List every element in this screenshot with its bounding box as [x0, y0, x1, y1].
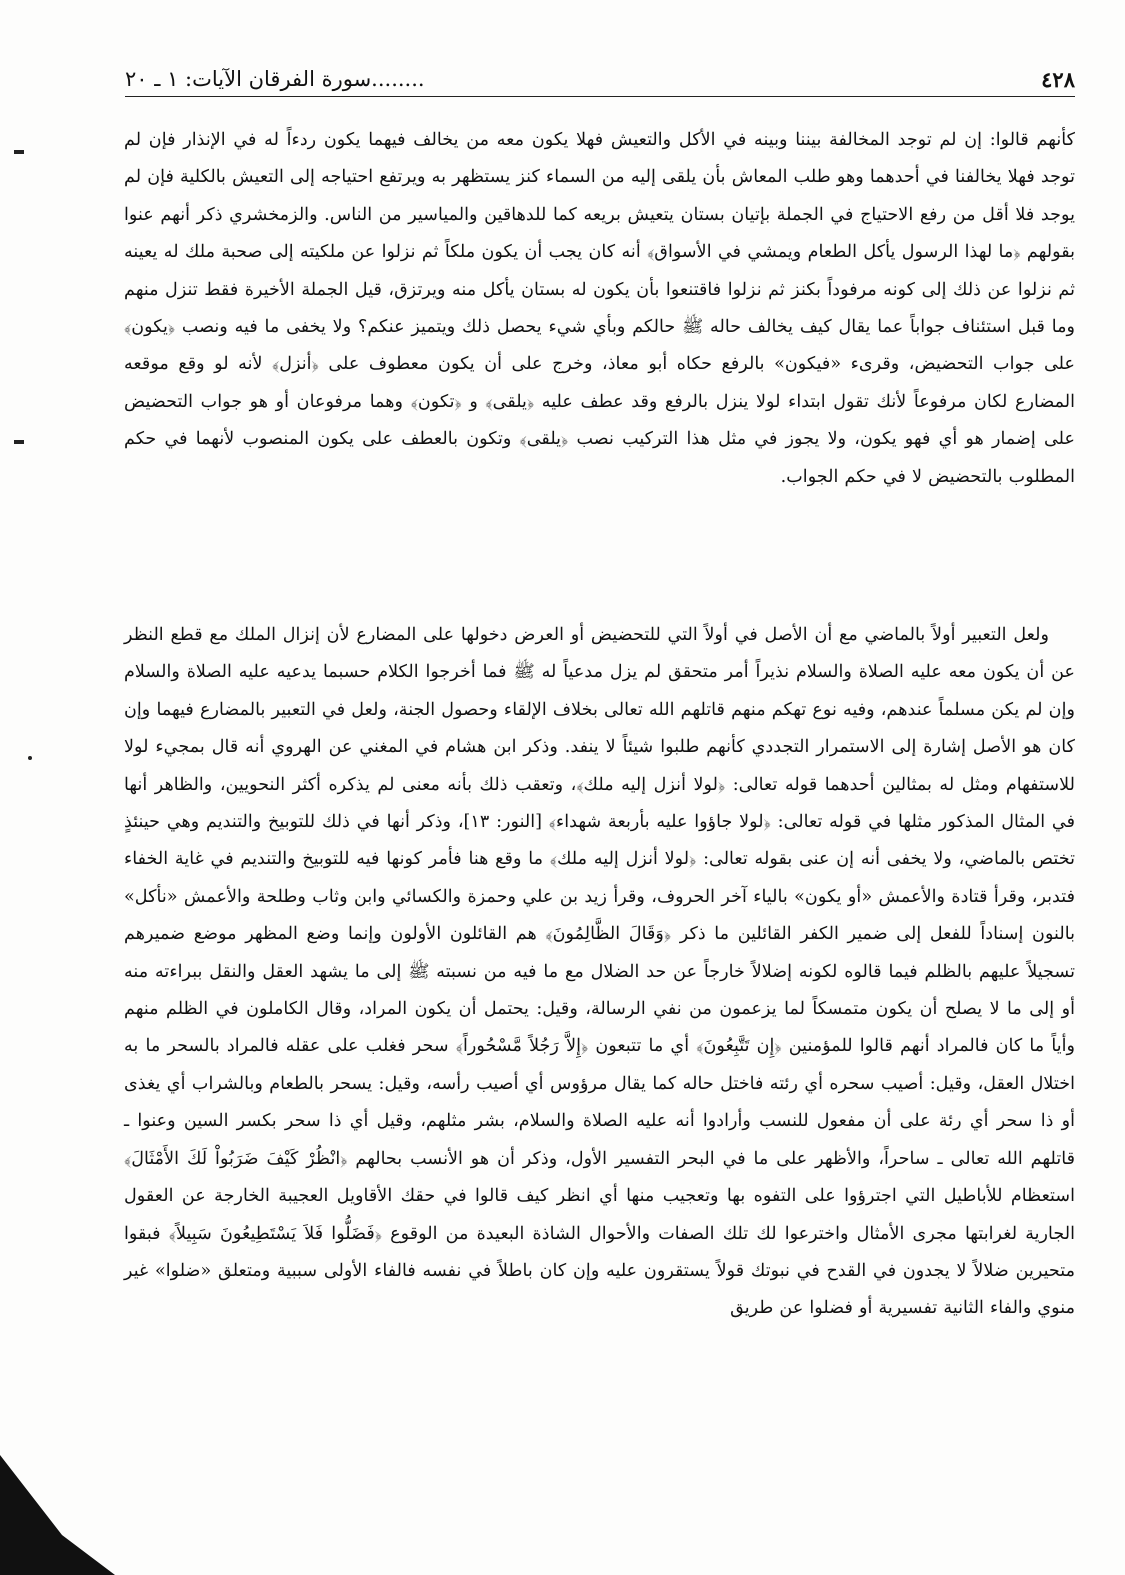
running-title: ........سورة الفرقان الآيات: ١ ـ ٢٠ — [125, 67, 425, 91]
margin-mark — [14, 440, 24, 444]
paragraph-text: ولعل التعبير أولاً بالماضي مع أن الأصل في أولاً التي للتحضيض أو العرض دخولها على المضارع لأن إنزال الملك مع قطع النظر عن أن يكون معه عليه الصلاة والسلام نذيراً أمر متحقق لم يزل مدعياً له ﷺ فما أخرجوا الكلام حسبما يدعيه عليه الصلاة والسلام وإن لم يكن مسلماً عندهم، وفيه نوع تهكم منهم قاتلهم الله تعالى بخلاف الإلقاء وحصول الجنة، ولعل في التعبير بالمضارع فيهما وإن كان هو الأصل إشارة إلى الاستمرار التجددي كأنهم طلبوا شيئاً لا ينفد. وذكر ابن هشام في المغني عن الهروي أنه قال بمجيء لولا للاستفهام ومثل له بمثالين أحدهما قوله تعالى: ﴿لولا أنزل إليه ملك﴾، وتعقب ذلك بأنه معنى لم يذكره أكثر النحويين، والظاهر أنها في المثال المذكور مثلها في قوله تعالى: ﴿لولا جاؤوا عليه بأربعة شهداء﴾ [النور: ١٣]، وذكر أنها في ذلك للتوبيخ والتنديم وهي حينئذٍ تختص بالماضي، ولا يخفى أنه إن عنى بقوله تعالى: ﴿لولا أنزل إليه ملك﴾ ما وقع هنا فأمر كونها فيه للتوبيخ والتنديم في غاية الخفاء فتدبر، وقرأ قتادة والأعمش «أو يكون» بالياء آخر الحروف، وقرأ زيد بن علي وحمزة والكسائي وابن وثاب وطلحة والأعمش «نأكل» بالنون إسناداً للفعل إلى ضمير الكفر القائلين ما ذكر ﴿وَقَالَ الظَّالِمُونَ﴾ هم القائلون الأولون وإنما وضع المظهر موضع ضميرهم تسجيلاً عليهم بالظلم فيما قالوه لكونه إضلالاً خارجاً عن حد الضلال مع ما فيه من نسبته ﷺ إلى ما يشهد العقل والنقل ببراءته منه أو إلى ما لا يصلح أن يكون متمسكاً لما يزعمون من نفي الرسالة، وقيل: يحتمل أن يكون المراد، وقال الكاملون في الظلم منهم وأياً ما كان فالمراد أنهم قالوا للمؤمنين ﴿إِن تَتَّبِعُونَ﴾ أي ما تتبعون ﴿إِلاَّ رَجُلاً مَّسْحُوراً﴾ سحر فغلب على عقله فالمراد بالسحر ما به اختلال العقل، وقيل: أصيب سحره أي رئته فاختل حاله كما يقال مرؤوس أي أصيب رأسه، وقيل: يسحر بالطعام وبالشراب أي يغذى أو ذا سحر أي رئة على أن مفعول للنسب وأرادوا أنه عليه الصلاة والسلام، بشر مثلهم، وقيل أي ذا سحر بكسر السين وعنوا ـ قاتلهم الله تعالى ـ ساحراً، والأظهر على ما في البحر التفسير الأول، وذكر أن هو الأنسب بحالهم ﴿انْظُرْ كَيْفَ ضَرَبُواْ لَكَ الأَمْثَالَ﴾ استعظام للأباطيل التي اجترؤوا على التفوه بها وتعجيب منها أي انظر كيف قالوا في حقك الأقاويل العجيبة الخارجة عن العقول الجارية لغرابتها مجرى الأمثال واخترعوا لك تلك الصفات والأحوال الشاذة البعيدة من الوقوع ﴿فَضَلُّوا فَلاَ يَسْتَطِيعُونَ سَبِيلاً﴾ فبقوا متحيرين ضلالاً لا يجدون في القدح في نبوتك قولاً يستقرون عليه وإن كان باطلاً في نفسه فالفاء الأولى سببية ومتعلق «ضلوا» غير منوي والفاء الثانية تفسيرية أو فضلوا عن طريق — [124, 625, 1075, 1319]
margin-mark — [14, 150, 24, 154]
body-paragraph-1 — [124, 122, 1075, 496]
running-header — [125, 62, 1075, 97]
page-number: ٤٢٨ — [1041, 66, 1075, 92]
margin-dot — [28, 756, 32, 760]
paragraph-text: كأنهم قالوا: إن لم توجد المخالفة بيننا وبينه في الأكل والتعيش فهلا يكون معه من يخالف فيهما يكون ردءاً له في الإنذار فإن لم توجد فهلا يخالفنا في أحدهما وهو طلب المعاش بأن يلقى إليه من السماء كنز يستظهر به ويرتفع احتياجه إلى التعيش بالكلية فإن لم يوجد فلا أقل من رفع الاحتياج في الجملة بإتيان بستان يتعيش بريعه كما للدهاقين والمياسير من الناس. والزمخشري ذكر أنهم عنوا بقولهم ﴿ما لهذا الرسول يأكل الطعام ويمشي في الأسواق﴾ أنه كان يجب أن يكون ملكاً ثم نزلوا عن ملكيته إلى صحبة ملك له يعينه ثم نزلوا عن ذلك إلى كونه مرفوداً بكنز ثم نزلوا فاقتنعوا بأن يكون له بستان يأكل منه ويرتزق، قيل الجملة الأخيرة فقط تنزل منهم وما قبل استئناف جواباً عما يقال كيف يخالف حاله ﷺ حالكم وبأي شيء يحصل ذلك ويتميز عنكم؟ ولا يخفى ما فيه ونصب ﴿يكون﴾ على جواب التحضيض، وقرىء «فيكون» بالرفع حكاه أبو معاذ، وخرج على أن يكون معطوف على ﴿أنزل﴾ لأنه لو وقع موقعه المضارع لكان مرفوعاً لأنك تقول ابتداء لولا ينزل بالرفع وقد عطف عليه ﴿يلقى﴾ و ﴿تكون﴾ وهما مرفوعان أو هو جواب التحضيض على إضمار هو أي فهو يكون، ولا يجوز في مثل هذا التركيب نصب ﴿يلقى﴾ وتكون بالعطف على يكون المنصوب لأنهما في حكم المطلوب بالتحضيض لا في حكم الجواب. — [124, 130, 1075, 487]
scan-shadow-corner — [0, 1455, 115, 1575]
body-paragraph-2 — [124, 617, 1075, 1328]
